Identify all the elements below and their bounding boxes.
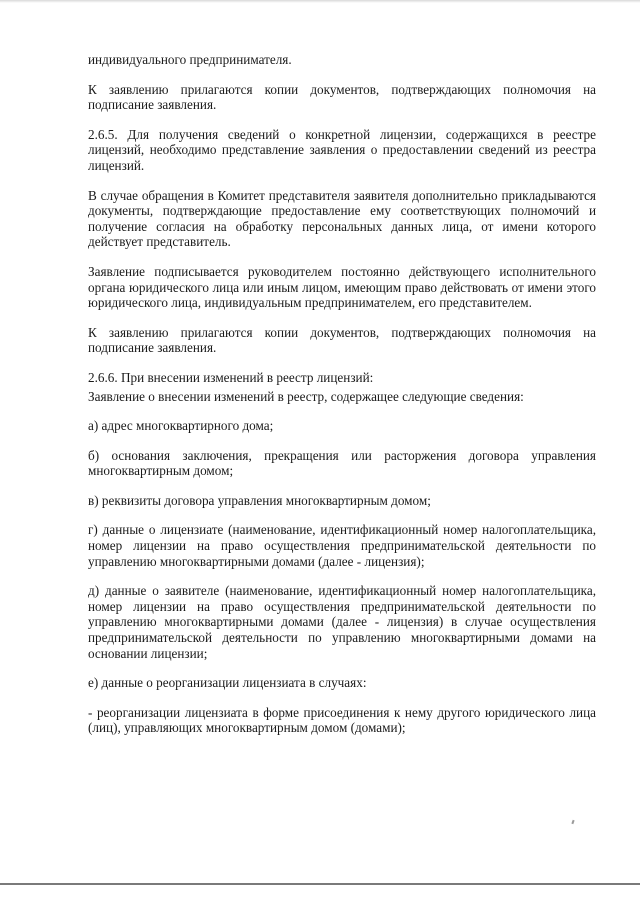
list-item-a: а) адрес многоквартирного дома; xyxy=(88,418,274,434)
paragraph-attachments-1: К заявлению прилагаются копии документов, подтверждающих полномочия на подписание заявления. xyxy=(88,81,596,113)
paragraph-application-content: Заявление о внесении изменений в реестр, содержащее следующие сведения: xyxy=(88,388,524,404)
list-item-d: д) данные о заявителе (наименование, идентификационный номер налогоплательщика, номер лицензии на право осуществления предпринимательской деятельности по управлению многоквартирными домами (далее - лицензия) в случае осуществления предпринимательской деятельности по управлению многоквартирными домами на основании лицензии; xyxy=(88,583,596,661)
paragraph-continuation: индивидуального предпринимателя. xyxy=(88,52,292,67)
paragraph-representative: В случае обращения в Комитет представителя заявителя дополнительно прикладываются документы, подтверждающие предоставление ему соответствующих полномочий и получение согласия на обработку персональных данных лица, от имени которого действует представитель. xyxy=(88,187,596,250)
scan-top-edge xyxy=(0,0,640,3)
paragraph-attachments-2: К заявлению прилагаются копии документов, подтверждающих полномочия на подписание заявления. xyxy=(88,324,596,356)
list-item-e: е) данные о реорганизации лицензиата в случаях: xyxy=(88,675,367,691)
paragraph-2-6-6: 2.6.6. При внесении изменений в реестр лицензий: xyxy=(88,369,374,385)
scan-speck xyxy=(571,820,574,824)
list-item-g: г) данные о лицензиате (наименование, идентификационный номер налогоплательщика, номер лицензии на право осуществления предпринимательской деятельности по управлению многоквартирными домами (далее - лицензия); xyxy=(88,522,596,569)
paragraph-2-6-5: 2.6.5. Для получения сведений о конкретной лицензии, содержащихся в реестре лицензий, необходимо представление заявления о предоставлении сведений из реестра лицензий. xyxy=(88,126,596,173)
list-item-e-sub-1: - реорганизации лицензиата в форме присоединения к нему другого юридического лица (лиц), управляющих многоквартирным домом (домами); xyxy=(88,704,596,736)
paragraph-signature: Заявление подписывается руководителем постоянно действующего исполнительного органа юридического лица или иным лицом, имеющим право действовать от имени этого юридического лица, индивидуальным предпринимателем, его представителем. xyxy=(88,263,596,311)
document-page xyxy=(88,52,596,750)
list-item-v: в) реквизиты договора управления многоквартирным домом; xyxy=(88,492,431,508)
list-item-b: б) основания заключения, прекращения или расторжения договора управления многоквартирным домом; xyxy=(88,447,596,479)
scan-bottom-edge xyxy=(0,883,640,885)
